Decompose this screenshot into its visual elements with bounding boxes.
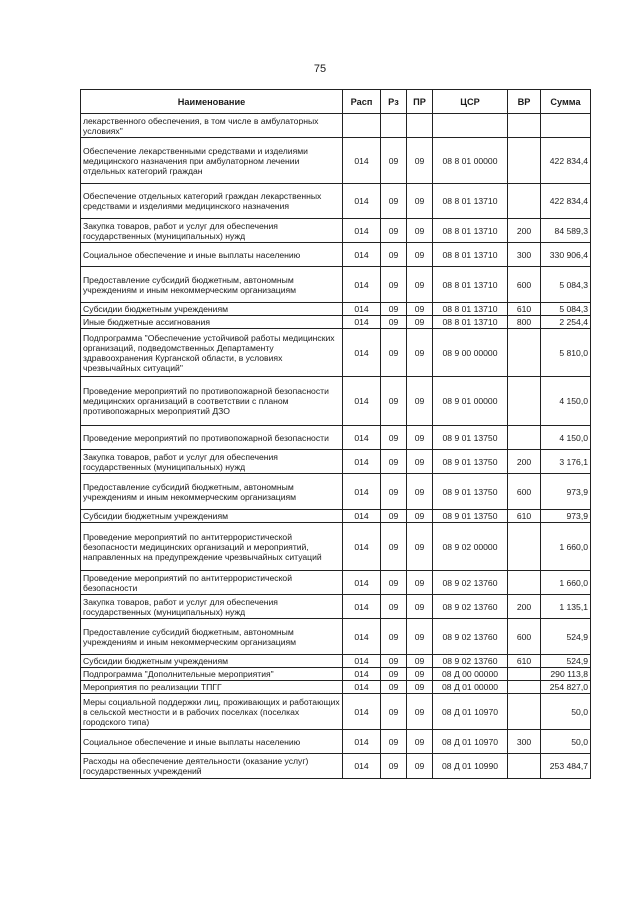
table-row <box>81 426 591 450</box>
cell-rz: 09 <box>381 571 407 595</box>
cell-rz: 09 <box>381 681 407 694</box>
cell-name: лекарственного обеспечения, в том числе в амбулаторных условиях" <box>81 114 343 138</box>
cell-name: Социальное обеспечение и иные выплаты населению <box>81 243 343 267</box>
cell-csr: 08 8 01 13710 <box>433 243 508 267</box>
cell-pr: 09 <box>407 474 433 510</box>
cell-rasp: 014 <box>343 595 381 619</box>
cell-vr <box>508 668 541 681</box>
table-row <box>81 316 591 329</box>
cell-pr: 09 <box>407 138 433 184</box>
cell-rz: 09 <box>381 510 407 523</box>
cell-csr: 08 8 01 13710 <box>433 303 508 316</box>
cell-rasp: 014 <box>343 138 381 184</box>
cell-rz: 09 <box>381 267 407 303</box>
cell-csr: 08 9 01 13750 <box>433 474 508 510</box>
cell-vr: 300 <box>508 730 541 754</box>
table-row <box>81 114 591 138</box>
cell-csr: 08 8 01 00000 <box>433 138 508 184</box>
cell-rasp: 014 <box>343 426 381 450</box>
cell-vr <box>508 754 541 779</box>
cell-sum: 973,9 <box>541 510 591 523</box>
table-row <box>81 694 591 730</box>
cell-vr: 600 <box>508 474 541 510</box>
table-row <box>81 655 591 668</box>
cell-rasp: 014 <box>343 668 381 681</box>
cell-vr <box>508 114 541 138</box>
table-header-row <box>81 90 591 114</box>
table-row <box>81 243 591 267</box>
column-header-pr: ПР <box>407 90 433 114</box>
cell-sum: 290 113,8 <box>541 668 591 681</box>
cell-csr: 08 9 02 00000 <box>433 523 508 571</box>
cell-rasp: 014 <box>343 655 381 668</box>
cell-sum: 1 660,0 <box>541 523 591 571</box>
cell-name: Обеспечение лекарственными средствами и изделиями медицинского назначения при амбулаторном лечении отдельных категорий граждан <box>81 138 343 184</box>
cell-rz: 09 <box>381 668 407 681</box>
cell-name: Субсидии бюджетным учреждениям <box>81 303 343 316</box>
cell-rz: 09 <box>381 303 407 316</box>
cell-pr: 09 <box>407 619 433 655</box>
cell-rasp: 014 <box>343 523 381 571</box>
cell-sum: 5 084,3 <box>541 303 591 316</box>
cell-pr: 09 <box>407 426 433 450</box>
cell-vr: 610 <box>508 303 541 316</box>
cell-rz: 09 <box>381 754 407 779</box>
cell-name: Субсидии бюджетным учреждениям <box>81 510 343 523</box>
cell-vr: 300 <box>508 243 541 267</box>
cell-pr: 09 <box>407 595 433 619</box>
cell-name: Закупка товаров, работ и услуг для обеспечения государственных (муниципальных) нужд <box>81 595 343 619</box>
table-row <box>81 303 591 316</box>
cell-rz: 09 <box>381 426 407 450</box>
cell-sum: 50,0 <box>541 694 591 730</box>
cell-pr: 09 <box>407 571 433 595</box>
cell-vr <box>508 184 541 219</box>
cell-sum: 5 810,0 <box>541 329 591 377</box>
cell-csr: 08 Д 01 10970 <box>433 730 508 754</box>
cell-csr <box>433 114 508 138</box>
cell-rz: 09 <box>381 219 407 243</box>
cell-csr: 08 Д 01 10990 <box>433 754 508 779</box>
column-header-sum: Сумма <box>541 90 591 114</box>
cell-csr: 08 9 00 00000 <box>433 329 508 377</box>
cell-name: Подпрограмма "Обеспечение устойчивой работы медицинских организаций, подведомственных Департаменту здравоохранения Курганской области, в условиях чрезвычайных ситуаций" <box>81 329 343 377</box>
cell-pr: 09 <box>407 694 433 730</box>
page-number: 75 <box>313 63 327 75</box>
cell-rasp: 014 <box>343 184 381 219</box>
column-header-rz: Рз <box>381 90 407 114</box>
cell-rasp: 014 <box>343 267 381 303</box>
cell-sum: 422 834,4 <box>541 184 591 219</box>
cell-pr: 09 <box>407 316 433 329</box>
cell-sum: 973,9 <box>541 474 591 510</box>
cell-vr: 610 <box>508 655 541 668</box>
cell-rz: 09 <box>381 523 407 571</box>
cell-rasp: 014 <box>343 219 381 243</box>
cell-name: Проведение мероприятий по противопожарной безопасности <box>81 426 343 450</box>
cell-rz: 09 <box>381 243 407 267</box>
cell-name: Расходы на обеспечение деятельности (оказание услуг) государственных учреждений <box>81 754 343 779</box>
cell-vr <box>508 694 541 730</box>
cell-name: Закупка товаров, работ и услуг для обеспечения государственных (муниципальных) нужд <box>81 450 343 474</box>
budget-table <box>80 89 591 779</box>
cell-rasp: 014 <box>343 243 381 267</box>
table-row <box>81 267 591 303</box>
cell-rasp: 014 <box>343 730 381 754</box>
cell-sum: 254 827,0 <box>541 681 591 694</box>
cell-name: Предоставление субсидий бюджетным, автономным учреждениям и иным некоммерческим организациям <box>81 474 343 510</box>
cell-name: Меры социальной поддержки лиц, проживающих и работающих в сельской местности и в рабочих поселках (поселках городского типа) <box>81 694 343 730</box>
cell-vr <box>508 571 541 595</box>
cell-vr: 200 <box>508 219 541 243</box>
cell-rz: 09 <box>381 184 407 219</box>
cell-name: Предоставление субсидий бюджетным, автономным учреждениям и иным некоммерческим организациям <box>81 619 343 655</box>
cell-sum: 4 150,0 <box>541 426 591 450</box>
cell-csr: 08 9 02 13760 <box>433 571 508 595</box>
cell-csr: 08 8 01 13710 <box>433 267 508 303</box>
cell-vr: 600 <box>508 267 541 303</box>
cell-csr: 08 9 01 13750 <box>433 450 508 474</box>
cell-sum <box>541 114 591 138</box>
cell-rz: 09 <box>381 377 407 426</box>
cell-rasp: 014 <box>343 474 381 510</box>
cell-rz: 09 <box>381 619 407 655</box>
cell-sum: 330 906,4 <box>541 243 591 267</box>
cell-name: Проведение мероприятий по антитеррористической безопасности <box>81 571 343 595</box>
cell-rasp: 014 <box>343 316 381 329</box>
cell-name: Проведение мероприятий по противопожарной безопасности медицинских организаций в соответствии с планом противопожарных мероприятий ДЗО <box>81 377 343 426</box>
cell-sum: 5 084,3 <box>541 267 591 303</box>
cell-name: Обеспечение отдельных категорий граждан лекарственных средствами и изделиями медицинского назначения <box>81 184 343 219</box>
cell-name: Закупка товаров, работ и услуг для обеспечения государственных (муниципальных) нужд <box>81 219 343 243</box>
cell-pr: 09 <box>407 184 433 219</box>
cell-sum: 3 176,1 <box>541 450 591 474</box>
cell-pr: 09 <box>407 450 433 474</box>
cell-rz: 09 <box>381 655 407 668</box>
cell-pr: 09 <box>407 303 433 316</box>
table-row <box>81 754 591 779</box>
cell-rasp: 014 <box>343 694 381 730</box>
table-row <box>81 571 591 595</box>
cell-csr: 08 9 02 13760 <box>433 655 508 668</box>
cell-rz: 09 <box>381 138 407 184</box>
cell-csr: 08 8 01 13710 <box>433 316 508 329</box>
cell-vr <box>508 681 541 694</box>
table-row <box>81 730 591 754</box>
table-row <box>81 184 591 219</box>
column-header-name: Наименование <box>81 90 343 114</box>
cell-csr: 08 9 02 13760 <box>433 619 508 655</box>
cell-rasp: 014 <box>343 571 381 595</box>
cell-name: Иные бюджетные ассигнования <box>81 316 343 329</box>
cell-name: Подпрограмма "Дополнительные мероприятия" <box>81 668 343 681</box>
table-row <box>81 681 591 694</box>
cell-rasp: 014 <box>343 510 381 523</box>
cell-rasp: 014 <box>343 377 381 426</box>
cell-csr: 08 9 01 00000 <box>433 377 508 426</box>
cell-pr: 09 <box>407 329 433 377</box>
cell-rasp <box>343 114 381 138</box>
table-row <box>81 377 591 426</box>
cell-vr <box>508 377 541 426</box>
cell-pr: 09 <box>407 754 433 779</box>
cell-name: Социальное обеспечение и иные выплаты населению <box>81 730 343 754</box>
cell-sum: 524,9 <box>541 655 591 668</box>
column-header-rasp: Расп <box>343 90 381 114</box>
cell-pr: 09 <box>407 510 433 523</box>
table-row <box>81 619 591 655</box>
cell-sum: 1 135,1 <box>541 595 591 619</box>
cell-csr: 08 9 01 13750 <box>433 426 508 450</box>
cell-rasp: 014 <box>343 681 381 694</box>
table-row <box>81 668 591 681</box>
cell-rz: 09 <box>381 450 407 474</box>
cell-sum: 50,0 <box>541 730 591 754</box>
cell-vr: 610 <box>508 510 541 523</box>
cell-pr: 09 <box>407 523 433 571</box>
table-row <box>81 474 591 510</box>
cell-vr <box>508 138 541 184</box>
cell-name: Проведение мероприятий по антитеррористической безопасности медицинских организаций и мероприятий, направленных на предупреждение чрезвычайных ситуаций <box>81 523 343 571</box>
cell-csr: 08 Д 01 10970 <box>433 694 508 730</box>
cell-csr: 08 Д 01 00000 <box>433 681 508 694</box>
cell-rz <box>381 114 407 138</box>
cell-pr: 09 <box>407 730 433 754</box>
cell-rasp: 014 <box>343 329 381 377</box>
cell-csr: 08 9 01 13750 <box>433 510 508 523</box>
cell-rz: 09 <box>381 730 407 754</box>
table-row <box>81 138 591 184</box>
cell-pr: 09 <box>407 655 433 668</box>
cell-rz: 09 <box>381 474 407 510</box>
cell-pr: 09 <box>407 681 433 694</box>
cell-rz: 09 <box>381 694 407 730</box>
table-body <box>81 114 591 779</box>
cell-sum: 2 254,4 <box>541 316 591 329</box>
cell-sum: 1 660,0 <box>541 571 591 595</box>
cell-vr: 600 <box>508 619 541 655</box>
cell-vr: 200 <box>508 450 541 474</box>
cell-pr: 09 <box>407 219 433 243</box>
cell-rasp: 014 <box>343 619 381 655</box>
cell-csr: 08 8 01 13710 <box>433 184 508 219</box>
cell-sum: 253 484,7 <box>541 754 591 779</box>
cell-pr: 09 <box>407 668 433 681</box>
table-row <box>81 219 591 243</box>
cell-csr: 08 8 01 13710 <box>433 219 508 243</box>
cell-sum: 84 589,3 <box>541 219 591 243</box>
cell-pr: 09 <box>407 243 433 267</box>
cell-pr: 09 <box>407 267 433 303</box>
cell-csr: 08 9 02 13760 <box>433 595 508 619</box>
cell-name: Предоставление субсидий бюджетным, автономным учреждениям и иным некоммерческим организациям <box>81 267 343 303</box>
cell-rz: 09 <box>381 595 407 619</box>
table-row <box>81 329 591 377</box>
cell-sum: 4 150,0 <box>541 377 591 426</box>
cell-name: Субсидии бюджетным учреждениям <box>81 655 343 668</box>
cell-vr <box>508 329 541 377</box>
cell-rasp: 014 <box>343 754 381 779</box>
table-row <box>81 510 591 523</box>
cell-csr: 08 Д 00 00000 <box>433 668 508 681</box>
cell-sum: 422 834,4 <box>541 138 591 184</box>
cell-rasp: 014 <box>343 450 381 474</box>
cell-rasp: 014 <box>343 303 381 316</box>
table-row <box>81 595 591 619</box>
cell-vr: 200 <box>508 595 541 619</box>
cell-pr <box>407 114 433 138</box>
table-row <box>81 450 591 474</box>
cell-vr: 800 <box>508 316 541 329</box>
table-row <box>81 523 591 571</box>
cell-pr: 09 <box>407 377 433 426</box>
cell-sum: 524,9 <box>541 619 591 655</box>
cell-rz: 09 <box>381 316 407 329</box>
column-header-vr: ВР <box>508 90 541 114</box>
cell-name: Мероприятия по реализации ТПГГ <box>81 681 343 694</box>
column-header-csr: ЦСР <box>433 90 508 114</box>
cell-vr <box>508 523 541 571</box>
cell-vr <box>508 426 541 450</box>
cell-rz: 09 <box>381 329 407 377</box>
